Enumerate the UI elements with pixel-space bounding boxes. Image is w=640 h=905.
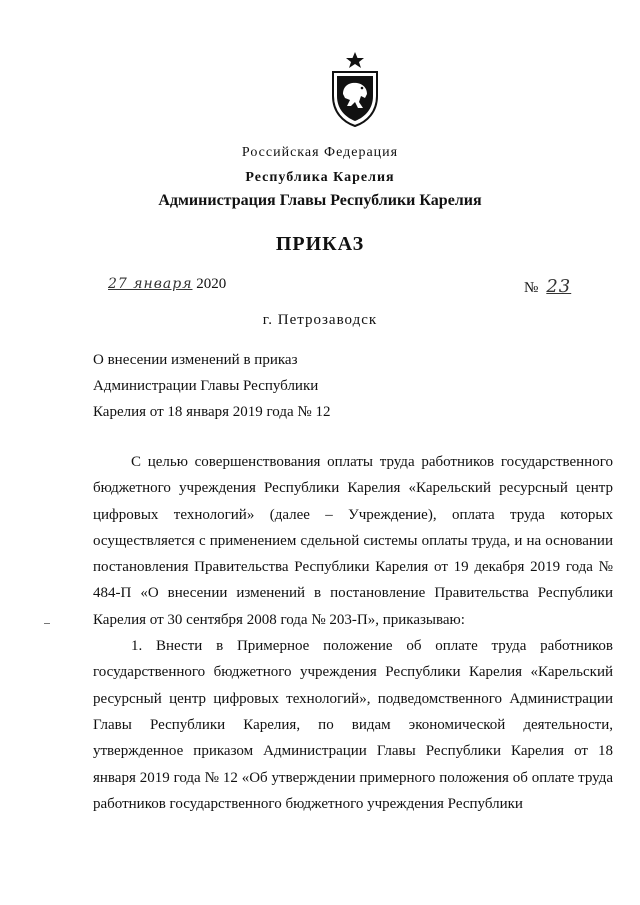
handwritten-number: 23 — [546, 276, 572, 297]
scan-edge-mark — [44, 623, 50, 624]
number-sign: № — [524, 280, 539, 296]
document-type-title: ПРИКАЗ — [275, 233, 365, 255]
coat-of-arms-icon — [327, 50, 383, 128]
city-name: г. Петрозаводск — [262, 312, 378, 328]
country-name: Российская Федерация — [241, 145, 399, 160]
document-number — [524, 276, 571, 297]
body-paragraph-2: 1. Внести в Примерное положение об оплате труда работников государственного бюджетного учреждения Республики Карелия «Карельский ресурсный центр цифровых технологий», подведомственного Администрации Главы Республики Карелия, по видам экономической деятельности, утвержденное приказом Администрации Главы Республики Карелия от 18 января 2019 года № 12 «Об утверждении примерного положения об оплате труда работников государственного бюджетного учреждения Республики — [93, 638, 613, 812]
subject-line-1: О внесении изменений в приказ — [93, 352, 298, 368]
subject-line-3: Карелия от 18 января 2019 года № 12 — [93, 404, 331, 420]
subject-line-2: Администрации Главы Республики — [93, 378, 319, 394]
date-year: 2020 — [196, 276, 227, 292]
handwritten-date: 27 января — [108, 276, 193, 292]
body-paragraph-1: С целью совершенствования оплаты труда работников государственного бюджетного учреждения Республики Карелия «Карельский ресурсный центр цифровых технологий» (далее – Учреждение), оплата труда которых осуществляется с применением сдельной системы оплаты труда, и на основании постановления Правительства Республики Карелия от 19 декабря 2019 года № 484-П «О внесении изменений в постановление Правительства Республики Карелия от 30 сентября 2008 года № 203-П», приказываю: — [93, 454, 613, 628]
republic-name: Республика Карелия — [245, 170, 395, 185]
document-date — [108, 276, 226, 293]
issuing-authority: Администрация Главы Республики Карелия — [158, 192, 482, 209]
document-subject — [93, 347, 330, 425]
document-body — [93, 449, 613, 817]
